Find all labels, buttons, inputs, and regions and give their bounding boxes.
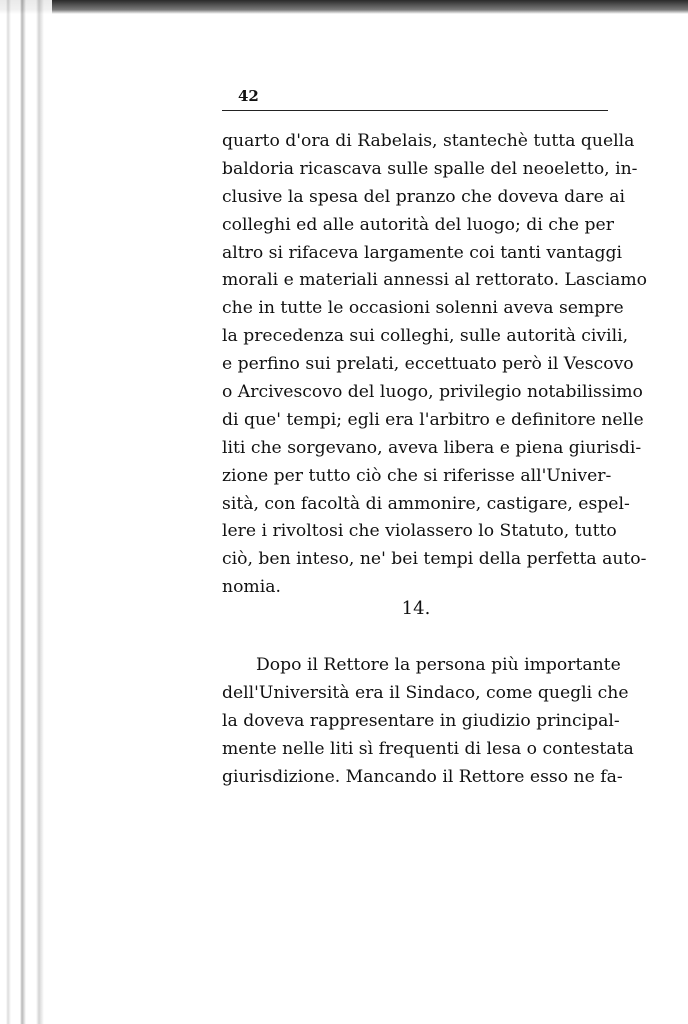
- text-line: e perfino sui prelati, eccettuato però il Vescovo: [222, 354, 634, 375]
- text-line: liti che sorgevano, aveva libera e piena giurisdi-: [222, 437, 642, 458]
- text-line: dell'Università era il Sindaco, come quegli che: [222, 682, 629, 703]
- text-line: baldoria ricascava sulle spalle del neoeletto, in-: [222, 158, 638, 179]
- text-line: sità, con facoltà di ammonire, castigare, espel-: [222, 493, 630, 514]
- text-line: o Arcivescovo del luogo, privilegio notabilissimo: [222, 382, 643, 403]
- paragraph-continued: [222, 128, 647, 602]
- text-line: ciò, ben inteso, ne' bei tempi della perfetta auto-: [222, 549, 647, 570]
- text-line: Dopo il Rettore la persona più importante: [256, 655, 621, 675]
- text-line: che in tutte le occasioni solenni aveva sempre: [222, 298, 624, 319]
- scan-binding-edge: [0, 0, 52, 1024]
- section-number: 14.: [401, 598, 431, 619]
- running-head: [222, 86, 608, 111]
- text-line: quarto d'ora di Rabelais, stantechè tutta quella: [222, 131, 635, 151]
- text-line: giurisdizione. Mancando il Rettore esso ne fa-: [222, 766, 623, 787]
- text-line: di que' tempi; egli era l'arbitro e definitore nelle: [222, 409, 644, 430]
- text-line: morali e materiali annessi al rettorato. Lasciamo: [222, 270, 647, 291]
- scan-top-edge: [0, 0, 688, 14]
- text-line: zione per tutto ciò che si riferisse all'Univer-: [222, 465, 612, 486]
- text-line: lere i rivoltosi che violassero lo Statuto, tutto: [222, 521, 617, 542]
- text-line: clusive la spesa del pranzo che doveva dare ai: [222, 186, 625, 207]
- text-line: colleghi ed alle autorità del luogo; di che per: [222, 214, 614, 235]
- text-line: nomia.: [222, 577, 281, 598]
- paragraph-section-14: [222, 652, 634, 791]
- text-line: mente nelle liti sì frequenti di lesa o contestata: [222, 738, 634, 759]
- page-number: 42: [238, 87, 259, 105]
- text-line: altro si rifaceva largamente coi tanti vantaggi: [222, 242, 622, 263]
- text-line: la doveva rappresentare in giudizio principal-: [222, 710, 620, 731]
- text-line: la precedenza sui colleghi, sulle autorità civili,: [222, 326, 629, 347]
